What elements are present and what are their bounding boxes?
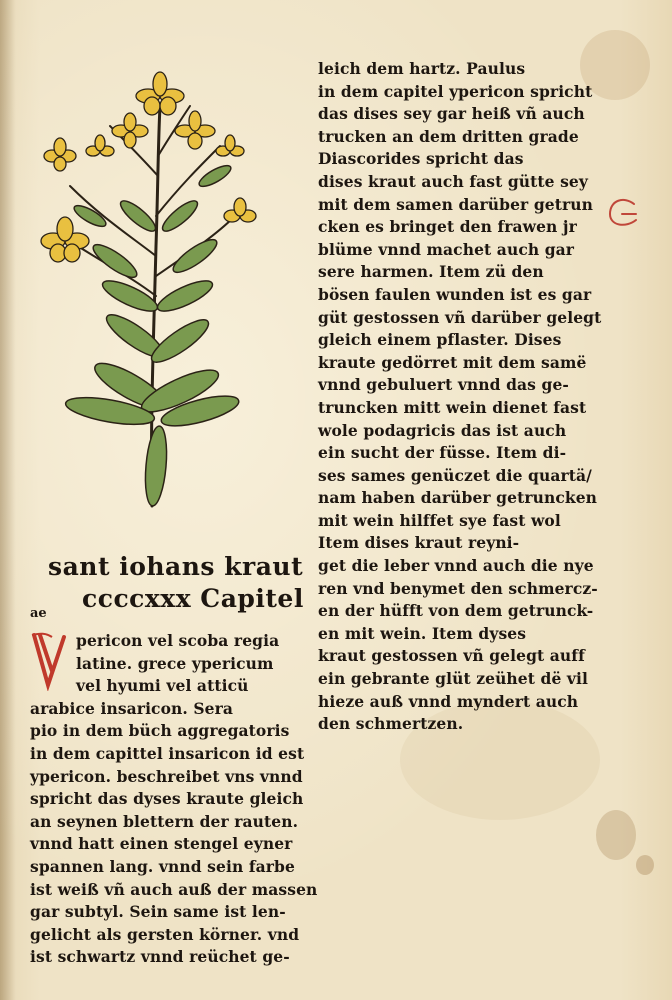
text-line: dises kraut auch fast gütte sey (318, 171, 588, 191)
text-line: mit wein hilffet sye fast wol (318, 510, 561, 530)
text-line: trucken an dem dritten grade (318, 126, 579, 146)
text-line: gleich einem pflaster. Dises (318, 330, 562, 350)
text-line: ist schwartz vnnd reüchet ge- (30, 947, 290, 967)
text-line: gelicht als gersten körner. vnd (30, 924, 300, 944)
st-johns-wort-illustration (30, 66, 270, 516)
text-line: hieze auß vnnd myndert auch (318, 691, 579, 711)
text-line: arabice insaricon. Sera (30, 698, 234, 718)
text-line: das dises sey gar heiß vñ auch (318, 104, 585, 124)
text-line: spannen lang. vnnd sein farbe (30, 856, 295, 876)
text-line: kraute gedörret mit dem samë (318, 352, 587, 372)
text-line: spricht das dyses kraute gleich (30, 789, 304, 809)
side-mark: ae (30, 606, 47, 621)
text-line: ist weiß vñ auch auß der massen (30, 879, 318, 899)
text-line: blüme vnnd machet auch gar (318, 239, 575, 259)
chapter-title: sant iohans kraut (48, 552, 304, 581)
text-line: ren vnd benymet den schmercz- (318, 578, 598, 598)
right-text-column (318, 58, 608, 736)
text-line: ypericon. beschreibet vns vnnd (30, 766, 303, 786)
text-line: bösen faulen wunden ist es gar (318, 284, 592, 304)
text-line: vnnd gebuluert vnnd das ge- (318, 375, 569, 395)
left-text-column (30, 630, 318, 969)
marginal-red-mark (604, 196, 644, 232)
text-line: vnnd hatt einen stengel eyner (30, 834, 293, 854)
chapter-number: ccccxxx Capitel (82, 584, 304, 613)
text-line: cken es bringet den frawen jr (318, 217, 577, 237)
text-line: nam haben darüber getruncken (318, 488, 598, 508)
text-line: leich dem hartz. Paulus (318, 59, 526, 78)
text-line: gar subtyl. Sein same ist len- (30, 902, 286, 922)
text-line: an seynen blettern der rauten. (30, 811, 299, 831)
text-line: pio in dem büch aggregatoris (30, 721, 290, 741)
page-gutter-shadow (0, 0, 16, 1000)
foxing-spot (636, 855, 654, 875)
text-line: güt gestossen vñ darüber gelegt (318, 307, 602, 327)
text-line: in dem capitel ypericon spricht (318, 81, 593, 101)
text-line: get die leber vnnd auch die nye (318, 556, 594, 576)
text-line: pericon vel scoba regia (76, 631, 280, 650)
text-line: wole podagricis das ist auch (318, 420, 567, 440)
text-line: vel hyumi vel atticü (76, 676, 249, 696)
text-line: kraut gestossen vñ gelegt auff (318, 646, 585, 666)
text-line: Item dises kraut reyni- (318, 533, 520, 553)
text-line: truncken mitt wein dienet fast (318, 397, 587, 417)
text-line: ein gebrante glüt zeühet dë vil (318, 669, 588, 689)
text-line: ses sames genüczet die quartä/ (318, 465, 592, 485)
text-line: ein sucht der füsse. Item di- (318, 443, 567, 463)
text-line: den schmertzen. (318, 714, 464, 734)
text-line: mit dem samen darüber getrun (318, 194, 593, 214)
text-line: en der hüfft von dem getrunck- (318, 601, 594, 621)
text-line: en mit wein. Item dyses (318, 623, 527, 643)
text-line: in dem capittel insaricon id est (30, 743, 305, 763)
text-line: latine. grece ypericum (76, 653, 274, 673)
foxing-spot (596, 810, 636, 860)
text-line: sere harmen. Item zü den (318, 262, 544, 282)
text-line: Diascorides spricht das (318, 149, 524, 169)
